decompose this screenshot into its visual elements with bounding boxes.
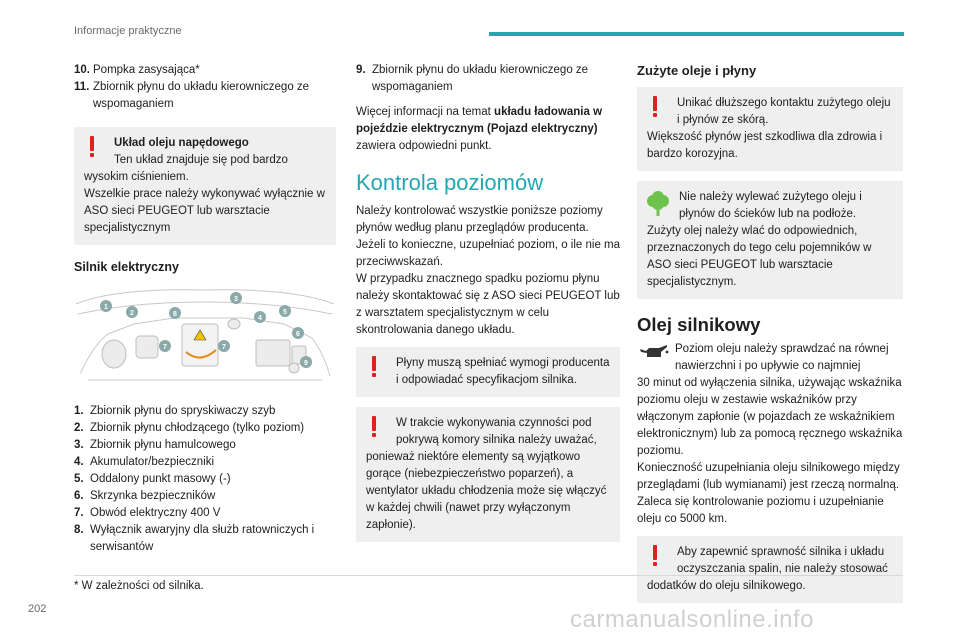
warning-notice-oil-additives — [637, 536, 903, 603]
list-number: 7. — [74, 507, 84, 519]
levels-body — [356, 203, 620, 339]
tree-eco-icon — [645, 191, 671, 217]
body-text: Poziom oleju należy sprawdzać na równej nawierzchni i po upływie co najmniej — [675, 343, 889, 372]
engine-oil-body — [637, 341, 903, 528]
warning-notice-skin-contact — [637, 87, 903, 171]
warning-icon — [647, 544, 663, 568]
list-item — [74, 471, 336, 488]
section-heading-fluid-levels: Kontrola poziomów — [356, 170, 544, 195]
list-item — [74, 522, 336, 556]
list-item — [74, 79, 336, 113]
engine-compartment-diagram — [74, 284, 336, 384]
list-text: Oddalony punkt masowy (-) — [90, 473, 231, 485]
warning-notice-oil-system — [74, 127, 336, 245]
component-list — [74, 403, 336, 556]
list-text: Zbiornik płynu do układu kierowniczego ze wspomaganiem — [372, 64, 589, 93]
column-left — [74, 62, 336, 556]
footnote-divider — [74, 575, 903, 576]
list-item — [356, 62, 620, 96]
diagram-callout-label: 3 — [234, 296, 238, 303]
diagram-callout-label: 4 — [258, 315, 262, 322]
diagram-callout-label: 7 — [163, 344, 167, 351]
list-item — [74, 420, 336, 437]
notice-text: Aby zapewnić sprawność silnika i układu oczyszczania spalin, nie należy stosować — [677, 546, 888, 575]
list-number: 10. — [74, 64, 90, 76]
list-text: Wyłącznik awaryjny dla służb ratowniczych i serwisantów — [90, 524, 315, 553]
footnote: * W zależności od silnika. — [74, 580, 204, 592]
notice-text: W trakcie wykonywania czynności pod pokrywą komory silnika należy uważać, — [396, 417, 597, 446]
diagram-callout-label: 2 — [130, 310, 134, 317]
warning-icon — [366, 415, 382, 439]
list-number: 9. — [356, 64, 366, 76]
notice-text: Płyny muszą spełniać wymogi producenta i odpowiadać specyfikacjom silnika. — [396, 357, 610, 386]
column-right — [637, 62, 903, 603]
list-number: 3. — [74, 439, 84, 451]
section-heading-used-oils: Zużyte oleje i płyny — [637, 63, 757, 78]
list-text: Zbiornik płynu chłodzącego (tylko poziom) — [90, 422, 305, 434]
notice-text: ponieważ niektóre elementy są wyjątkowo gorące (niebezpieczeństwo poparzeń), a wentylator układu chłodzenia może się włączyć w każdej chwili (nawet przy wyłączonym zapłonie). — [366, 451, 607, 531]
notice-text: Ten układ znajduje się pod bardzo wysokim ciśnieniem. — [84, 154, 288, 183]
diagram-callout-label: 6 — [296, 331, 300, 338]
notice-title: Układ oleju napędowego — [114, 137, 249, 149]
body-text: Należy kontrolować wszystkie poniższe poziomy płynów według planu przeglądów producenta. — [356, 205, 603, 234]
list-text: Zbiornik płynu do spryskiwaczy szyb — [90, 405, 276, 417]
list-number: 1. — [74, 405, 84, 417]
list-item — [74, 454, 336, 471]
list-text: Zbiornik płynu hamulcowego — [90, 439, 236, 451]
warning-icon — [366, 355, 382, 379]
body-text: Jeżeli to konieczne, uzupełniać poziom, o ile nie ma przeciwwskazań. — [356, 239, 621, 268]
notice-text: Zużyty olej należy wlać do odpowiednich, przeznaczonych do tego celu pojemników w ASO sieci PEUGEOT lub warsztacie specjalistycznym. — [647, 225, 872, 288]
column-middle — [356, 62, 620, 542]
warning-notice-hot-parts — [356, 407, 620, 542]
motor-heading: Silnik elektryczny — [74, 260, 179, 274]
watermark: carmanualsonline.info — [570, 606, 814, 633]
header-accent-bar — [489, 32, 904, 36]
list-number: 11. — [74, 81, 90, 93]
list-item — [74, 437, 336, 454]
list-text: Pompka zasysająca* — [93, 64, 200, 76]
info-paragraph — [356, 104, 620, 155]
list-number: 2. — [74, 422, 84, 434]
diagram-callout-label: 1 — [104, 304, 108, 311]
notice-text: Większość płynów jest szkodliwa dla zdrowia i bardzo korozyjna. — [647, 131, 883, 160]
list-item — [74, 488, 336, 505]
warning-icon — [84, 135, 100, 159]
list-number: 6. — [74, 490, 84, 502]
warning-icon — [647, 95, 663, 119]
body-text: 30 minut od wyłączenia silnika, używając wskaźnika poziomu oleju w zestawie wskaźników przy włączonym zapłonie (w pojazdach ze wskaźnikiem elektronicznym) lub za pomocą ręcznego wskaźnika poziomu. — [637, 377, 903, 457]
diagram-callout-label: 5 — [283, 309, 287, 316]
diagram-callout-label: 9 — [304, 360, 308, 367]
notice-text: Wszelkie prace należy wykonywać wyłącznie w ASO sieci PEUGEOT lub warsztacie specjalistycznym — [84, 188, 325, 234]
list-item — [74, 403, 336, 420]
eco-notice-disposal — [637, 181, 903, 299]
warning-notice-fluids — [356, 347, 620, 397]
body-text: W przypadku znacznego spadku poziomu płynu należy skontaktować się z ASO sieci PEUGEOT lub z warsztatem specjalistycznym w celu skontrolowania danego układu. — [356, 273, 620, 336]
notice-text: Nie należy wylewać zużytego oleju i płynów do ścieków lub na podłoże. — [679, 191, 862, 220]
list-item — [74, 62, 336, 79]
body-text: Konieczność uzupełniania oleju silnikowego między przeglądami (lub wymianami) jest rzeczą normalną. Zaleca się kontrolowanie poziomu i uzupełnianie oleju co 5000 km. — [637, 462, 900, 525]
page-number: 202 — [28, 603, 47, 615]
notice-text: Unikać dłuższego kontaktu zużytego oleju i płynów ze skórą. — [677, 97, 891, 126]
diagram-callout-label: 8 — [173, 311, 177, 318]
list-text: Obwód elektryczny 400 V — [90, 507, 221, 519]
list-text: Skrzynka bezpieczników — [90, 490, 216, 502]
list-number: 5. — [74, 473, 84, 485]
list-text: Akumulator/bezpieczniki — [90, 456, 215, 468]
list-number: 4. — [74, 456, 84, 468]
list-item — [74, 505, 336, 522]
info-text: zawiera odpowiedni punkt. — [356, 140, 492, 152]
info-link-text: układu ładowania w pojeździe elektrycznym (Pojazd elektryczny) — [356, 106, 603, 135]
list-number: 8. — [74, 524, 84, 536]
section-header: Informacje praktyczne — [74, 25, 182, 37]
notice-text: dodatków do oleju silnikowego. — [647, 580, 806, 592]
diagram-callout-label: 7 — [222, 344, 226, 351]
oil-can-icon — [637, 343, 669, 361]
info-text: Więcej informacji na temat — [356, 106, 495, 118]
section-heading-engine-oil: Olej silnikowy — [637, 314, 761, 335]
list-text: Zbiornik płynu do układu kierowniczego ze wspomaganiem — [93, 81, 310, 110]
